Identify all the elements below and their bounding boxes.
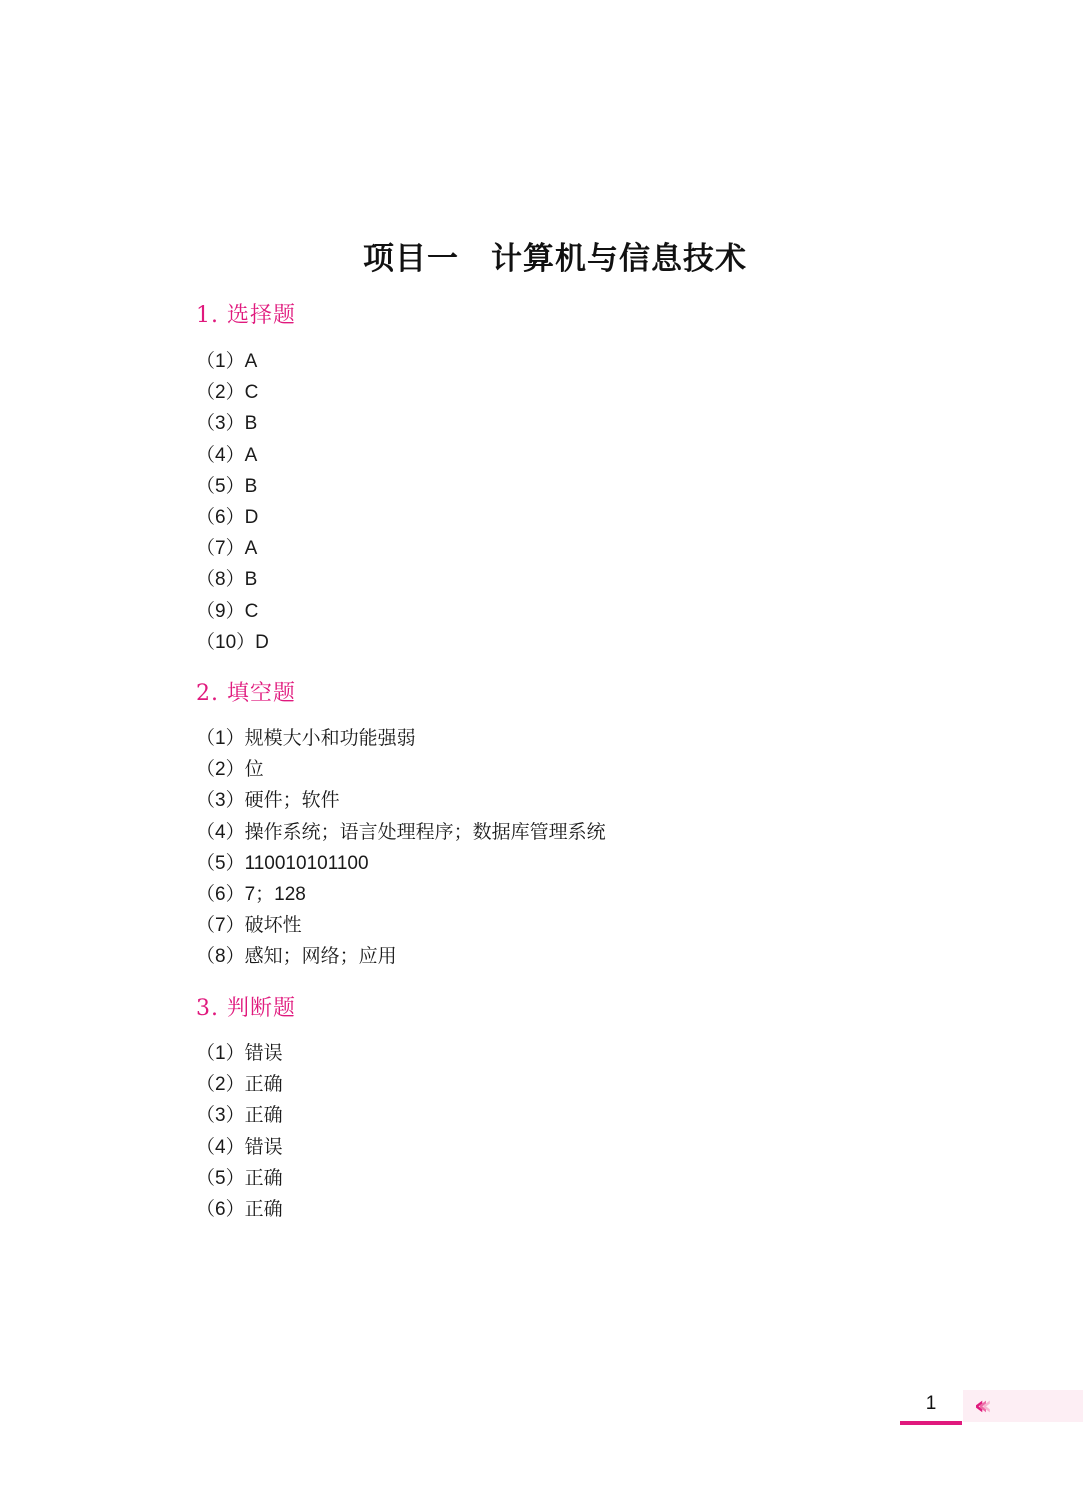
item-answer: 7；128 xyxy=(244,883,306,905)
item-number: （10） xyxy=(196,631,256,653)
list-item xyxy=(196,848,606,879)
item-number: （5） xyxy=(196,852,245,874)
list-item xyxy=(196,408,269,439)
item-number: （9） xyxy=(196,600,245,622)
item-answer: A xyxy=(244,444,258,466)
list-item xyxy=(196,1100,283,1131)
list-item xyxy=(196,1163,283,1194)
list-item xyxy=(196,754,606,785)
item-number: （2） xyxy=(196,382,245,404)
list-item xyxy=(196,723,606,754)
item-answer: B xyxy=(244,569,258,591)
item-number: （4） xyxy=(196,444,245,466)
item-number: （2） xyxy=(196,1074,245,1096)
page-title: 项目一 计算机与信息技术 xyxy=(363,240,747,277)
section-heading-judge: 3. 判断题 xyxy=(196,996,296,1021)
item-number: （3） xyxy=(196,413,245,435)
item-number: （1） xyxy=(196,1043,245,1064)
item-answer: 位 xyxy=(244,758,264,781)
item-number: （8） xyxy=(196,946,245,968)
list-item xyxy=(196,471,269,502)
item-number: （6） xyxy=(196,883,245,905)
list-item xyxy=(196,785,606,816)
list-item xyxy=(196,596,269,627)
item-answer: 感知；网络；应用 xyxy=(244,945,397,968)
answer-list-judge xyxy=(196,1038,283,1225)
item-answer: 规模大小和功能强弱 xyxy=(244,727,416,749)
item-answer: 硬件；软件 xyxy=(244,789,340,812)
page-number: 1 xyxy=(925,1393,937,1414)
list-item xyxy=(196,941,606,972)
item-answer: 错误 xyxy=(244,1135,283,1158)
item-answer: A xyxy=(244,538,258,560)
page-number-underline xyxy=(900,1421,962,1425)
item-answer: 110010101100 xyxy=(244,852,369,874)
chevron-left-icon: ‹‹‹ xyxy=(974,1391,986,1421)
list-item xyxy=(196,879,606,910)
item-number: （6） xyxy=(196,506,245,528)
item-number: （5） xyxy=(196,475,245,497)
item-number: （4） xyxy=(196,821,245,843)
item-answer: C xyxy=(244,600,259,622)
list-item xyxy=(196,502,269,533)
item-answer: C xyxy=(244,382,259,404)
item-number: （8） xyxy=(196,569,245,591)
item-answer: 错误 xyxy=(244,1042,283,1064)
list-item xyxy=(196,817,606,848)
item-answer: B xyxy=(244,413,258,435)
list-item xyxy=(196,440,269,471)
item-number: （3） xyxy=(196,1105,245,1127)
answer-list-choice xyxy=(196,346,269,658)
item-number: （7） xyxy=(196,538,245,560)
list-item xyxy=(196,627,269,658)
list-item xyxy=(196,346,269,377)
list-item xyxy=(196,1194,283,1225)
list-item xyxy=(196,1038,283,1069)
item-answer: 正确 xyxy=(244,1197,283,1220)
item-number: （5） xyxy=(196,1167,245,1189)
item-number: （1） xyxy=(196,351,245,372)
item-answer: D xyxy=(244,506,259,528)
item-number: （3） xyxy=(196,790,245,812)
list-item xyxy=(196,377,269,408)
item-number: （4） xyxy=(196,1136,245,1158)
item-number: （1） xyxy=(196,728,245,749)
section-heading-choice: 1. 选择题 xyxy=(196,303,296,328)
item-answer: 破坏性 xyxy=(244,914,302,937)
item-answer: D xyxy=(255,631,269,653)
item-number: （6） xyxy=(196,1198,245,1220)
item-answer: B xyxy=(244,475,258,497)
item-number: （7） xyxy=(196,915,245,937)
item-answer: 正确 xyxy=(244,1166,283,1189)
list-item xyxy=(196,910,606,941)
section-heading-fill: 2. 填空题 xyxy=(196,681,296,706)
list-item xyxy=(196,564,269,595)
item-answer: 操作系统；语言处理程序；数据库管理系统 xyxy=(244,820,606,843)
item-answer: 正确 xyxy=(244,1073,283,1096)
list-item xyxy=(196,1069,283,1100)
answer-list-fill xyxy=(196,723,606,973)
item-number: （2） xyxy=(196,759,245,781)
item-answer: A xyxy=(244,351,258,372)
item-answer: 正确 xyxy=(244,1104,283,1127)
list-item xyxy=(196,533,269,564)
list-item xyxy=(196,1132,283,1163)
